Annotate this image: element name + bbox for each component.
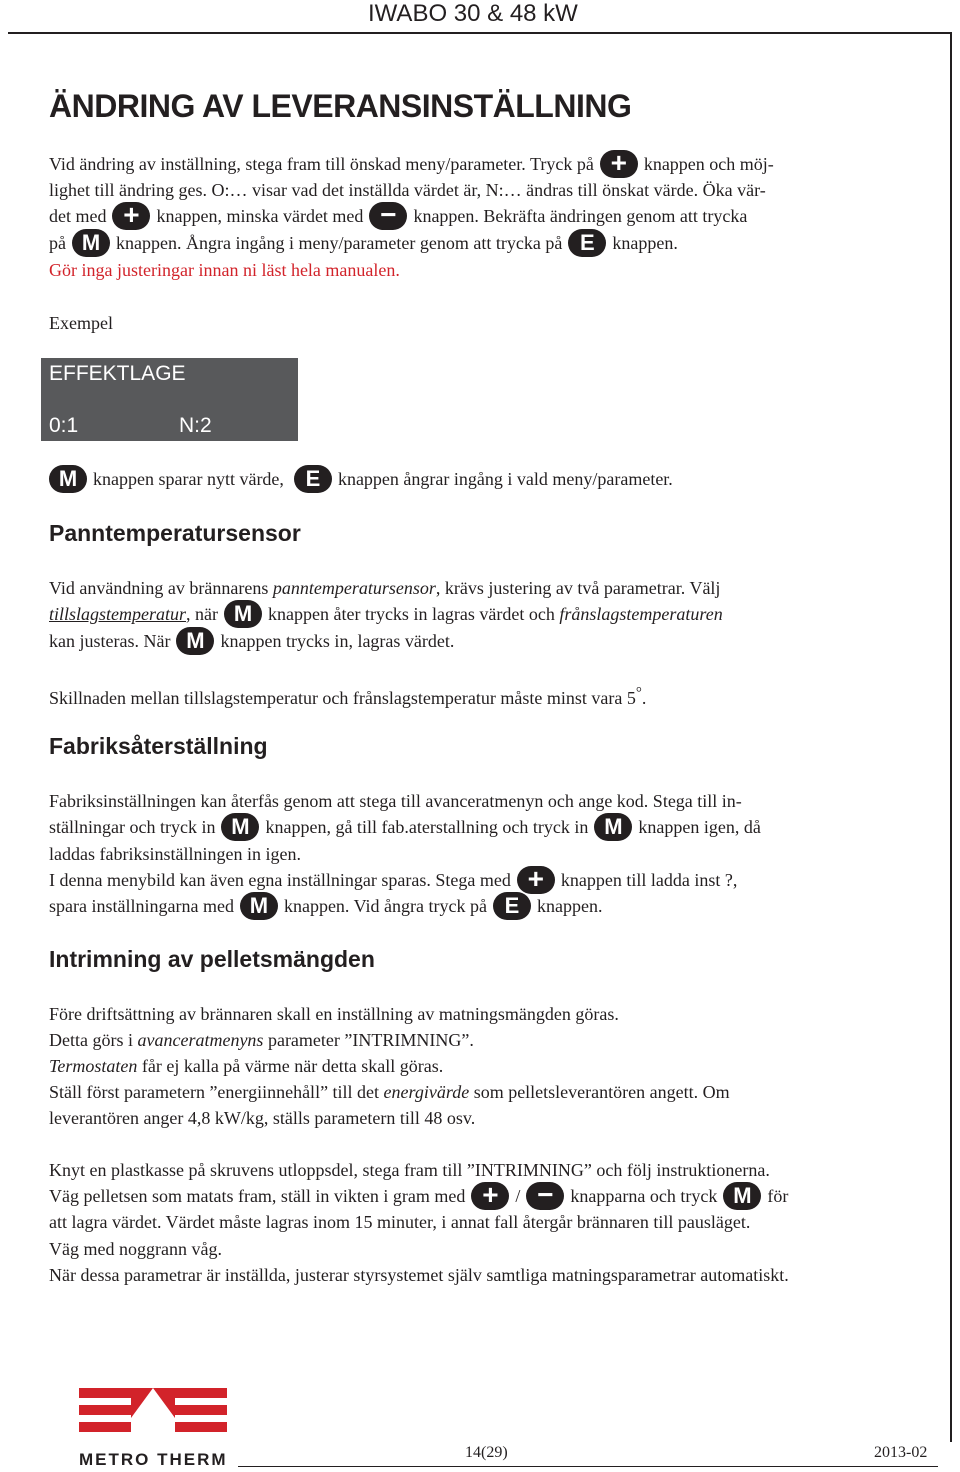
panntemp-text: knappen åter trycks in lagras värdet och	[268, 604, 560, 624]
fabrik-line-3: laddas fabriksinställningen in igen.	[49, 844, 301, 864]
intro-line-4	[49, 230, 678, 259]
intrimning-line-6: Knyt en plastkasse på skruvens utloppsdel, stega fram till ”INTRIMNING” och följ instruktionerna.	[49, 1160, 770, 1180]
panntemp-text: Skillnaden mellan tillslagstemperatur och frånslagstemperatur måste minst vara 5	[49, 688, 636, 708]
fabrik-line-4	[49, 862, 738, 896]
fabrik-line-5	[49, 893, 602, 922]
intrimning-text: Termostaten	[49, 1056, 138, 1076]
panntemp-line-3	[49, 628, 454, 657]
intrimning-line-8: att lagra värdet. Värdet måste lagras inom 15 minuter, i annat fall återgår brännaren till pausläget.	[49, 1212, 751, 1232]
m-button-icon: M	[49, 465, 87, 493]
example-label: Exempel	[49, 313, 113, 333]
panntemp-line-4	[49, 680, 646, 711]
fabrik-text: knappen till ladda inst ?,	[560, 870, 738, 890]
panntemp-text: knappen trycks in, lagras värdet.	[220, 631, 455, 651]
intrimning-text: får ej kalla på värme när detta skall göras.	[137, 1056, 444, 1076]
section-heading-intrimning: Intrimning av pelletsmängden	[49, 946, 375, 972]
fabrik-text: ställningar och tryck in	[49, 817, 216, 837]
plus-button-icon: +	[600, 150, 638, 178]
m-button-icon: M	[72, 229, 110, 257]
intro-text: knappen. Ångra ingång i meny/parameter genom att trycka på	[116, 233, 563, 253]
intro-line-1	[49, 146, 774, 180]
degree-sign: °	[635, 685, 642, 701]
intrimning-text: /	[515, 1186, 521, 1206]
e-button-icon: E	[568, 229, 606, 257]
document-date: 2013-02	[874, 1444, 928, 1461]
example-text: knappen sparar nytt värde,	[93, 469, 284, 489]
e-button-icon: E	[294, 465, 332, 493]
minus-button-icon: −	[369, 202, 407, 230]
intrimning-text: energivärde	[383, 1082, 470, 1102]
plus-button-icon: +	[112, 202, 150, 230]
example-text: knappen ångrar ingång i vald meny/parameter.	[337, 469, 673, 489]
fabrik-line-2	[49, 814, 761, 843]
intrimning-text: Ställ först parametern ”energiinnehåll” till det	[49, 1082, 384, 1102]
intrimning-text: knapparna och tryck	[570, 1186, 718, 1206]
intro-text: Vid ändring av inställning, stega fram till önskad meny/parameter. Tryck på	[49, 154, 594, 174]
intro-text: knappen.	[612, 233, 678, 253]
panntemp-line-2	[49, 601, 723, 630]
fabrik-text: I denna menybild kan även egna inställningar sparas. Stega med	[49, 870, 511, 890]
warning-text: .	[395, 260, 400, 280]
intro-text: knappen. Bekräfta ändringen genom att trycka	[413, 206, 748, 226]
page-header-title: IWABO 30 & 48 kW	[368, 0, 578, 27]
panntemp-text: panntemperatursensor	[272, 578, 436, 598]
intro-warning	[49, 257, 400, 283]
lcd-new-value: N:2	[179, 414, 212, 437]
panntemp-text: .	[641, 688, 647, 708]
panntemp-text: , krävs justering av två parametrar. Välj	[435, 578, 721, 598]
intrimning-line-3	[49, 1053, 443, 1079]
section-heading-panntemp: Panntemperatursensor	[49, 520, 301, 546]
intrimning-line-1: Före driftsättning av brännaren skall en inställning av matningsmängden göras.	[49, 1004, 619, 1024]
intro-text: knappen och möj-	[643, 154, 774, 174]
fabrik-text: knappen, gå till fab.aterstallning och tryck in	[265, 817, 589, 837]
plus-button-icon: +	[471, 1182, 509, 1210]
panntemp-line-1	[49, 575, 720, 601]
intrimning-text: parameter ”INTRIMNING”.	[263, 1030, 474, 1050]
lcd-old-value: 0:1	[49, 414, 79, 437]
m-button-icon: M	[176, 627, 214, 655]
m-button-icon: M	[240, 892, 278, 920]
intrimning-line-5: leverantören anger 4,8 kW/kg, ställs parametern till 48 osv.	[49, 1108, 476, 1128]
plus-button-icon: +	[517, 866, 555, 894]
fabrik-text: spara inställningarna med	[49, 896, 234, 916]
intro-line-3	[49, 198, 748, 232]
intrimning-text: som pelletsleverantören angett. Om	[469, 1082, 730, 1102]
footer-rule	[238, 1466, 938, 1467]
intro-text: det med	[49, 206, 107, 226]
intrimning-line-2	[49, 1027, 474, 1053]
minus-button-icon: −	[526, 1182, 564, 1210]
panntemp-text: tillslagstemperatur	[49, 604, 187, 624]
main-heading: ÄNDRING AV LEVERANSINSTÄLLNING	[49, 88, 632, 124]
intrimning-text: Detta görs i	[49, 1030, 138, 1050]
warning-text: Gör inga justeringar innan ni läst hela manualen	[49, 260, 396, 280]
intrimning-text: avanceratmenyns	[137, 1030, 264, 1050]
panntemp-text: , när	[186, 604, 218, 624]
panntemp-text: frånslagstemperaturen	[559, 604, 723, 624]
intro-line-2: lighet till ändring ges. O:… visar vad det inställda värdet är, N:… ändras till önskat värde. Öka vär-	[49, 180, 766, 200]
m-button-icon: M	[221, 813, 259, 841]
intrimning-line-10: När dessa parametrar är inställda, justerar styrsystemet själv samtliga matningsparametrar automatiskt.	[49, 1265, 789, 1285]
lcd-title: EFFEKTLAGE	[49, 362, 186, 385]
intrimning-line-7	[49, 1178, 789, 1212]
intrimning-text: för	[767, 1186, 789, 1206]
fabrik-text: knappen igen, då	[638, 817, 761, 837]
m-button-icon: M	[224, 600, 262, 628]
intro-text: på	[49, 233, 66, 253]
logo-text: METRO THERM	[79, 1450, 228, 1469]
intro-text: knappen, minska värdet med	[156, 206, 364, 226]
intrimning-line-4	[49, 1079, 730, 1105]
e-button-icon: E	[493, 892, 531, 920]
intrimning-text: Väg pelletsen som matats fram, ställ in vikten i gram med	[49, 1186, 466, 1206]
panntemp-text: kan justeras. När	[49, 631, 171, 651]
panntemp-text: Vid användning av brännarens	[49, 578, 273, 598]
page-number: 14(29)	[465, 1444, 508, 1461]
fabrik-text: knappen. Vid ångra tryck på	[283, 896, 487, 916]
m-button-icon: M	[594, 813, 632, 841]
metro-therm-logo-mark	[79, 1388, 227, 1448]
intrimning-line-9: Väg med noggrann våg.	[49, 1239, 222, 1259]
fabrik-line-1: Fabriksinställningen kan återfås genom att stega till avanceratmenyn och ange kod. Stega till in-	[49, 791, 742, 811]
lcd-display	[41, 358, 298, 441]
example-buttons-line	[43, 466, 673, 495]
m-button-icon: M	[723, 1182, 761, 1210]
fabrik-text: knappen.	[536, 896, 603, 916]
section-heading-fabrik: Fabriksåterställning	[49, 733, 268, 759]
